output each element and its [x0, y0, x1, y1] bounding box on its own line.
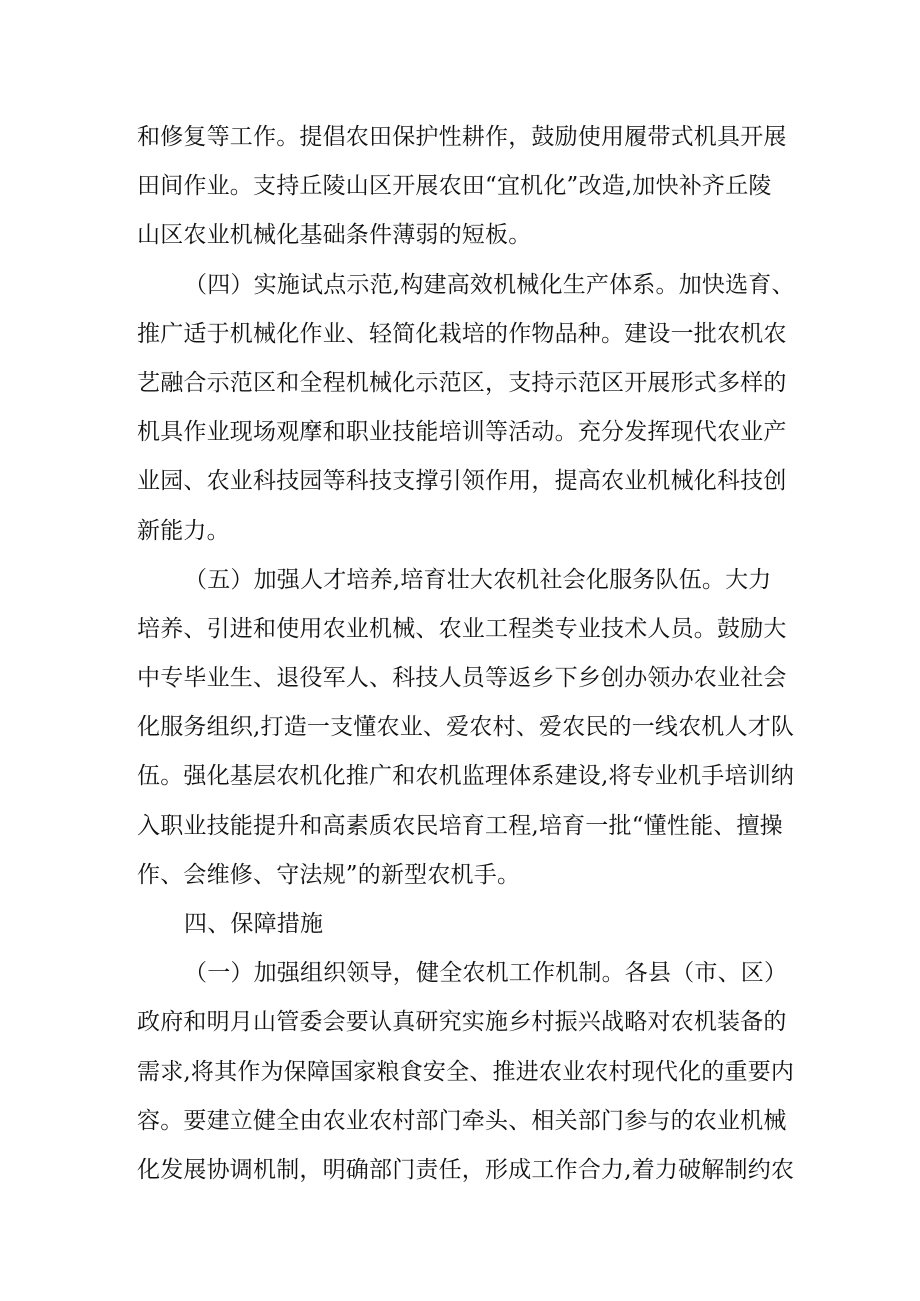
paragraph-start-line: （四）实施试点示范,构建高效机械化生产体系。加快选育、 [184, 271, 795, 298]
text-line: 政府和明月山管委会要认真研究实施乡村振兴战略对农机装备的 [137, 1009, 787, 1036]
text-line: 新能力。 [137, 517, 230, 544]
text-line: 推广适于机械化作业、轻简化栽培的作物品种。建设一批农机农 [137, 320, 787, 347]
body-text [137, 113, 801, 1195]
text-line: 容。要建立健全由农业农村部门牵头、相关部门参与的农业机械 [137, 1107, 787, 1134]
text-line: 伍。强化基层农机化推广和农机监理体系建设,将专业机手培训纳 [137, 763, 795, 790]
section-heading: 四、保障措施 [184, 911, 324, 937]
text-line: 入职业技能提升和高素质农民培育工程,培育一批“懂性能、擅操 [137, 812, 783, 839]
text-line: 机具作业现场观摩和职业技能培训等活动。充分发挥现代农业产 [137, 419, 787, 446]
text-line: 山区农业机械化基础条件薄弱的短板。 [137, 222, 532, 249]
text-line: 业园、农业科技园等科技支撑引领作用，提高农业机械化科技创 [137, 468, 787, 495]
text-line: 作、会维修、守法规”的新型农机手。 [137, 861, 521, 888]
text-line: 培养、引进和使用农业机械、农业工程类专业技术人员。鼓励大 [137, 615, 787, 642]
text-line: 艺融合示范区和全程机械化示范区，支持示范区开展形式多样的 [137, 369, 787, 396]
text-line: 化服务组织,打造一支懂农业、爱农村、爱农民的一线农机人才队 [137, 714, 795, 741]
paragraph-start-line: （五）加强人才培养,培育壮大农机社会化服务队伍。大力 [184, 566, 772, 593]
text-line: 田间作业。支持丘陵山区开展农田“宜机化”改造,加快补齐丘陵 [137, 173, 772, 200]
paragraph-start-line: （一）加强组织领导，健全农机工作机制。各县（市、区） [184, 960, 788, 987]
text-line: 中专毕业生、退役军人、科技人员等返乡下乡创办领办农业社会 [137, 665, 787, 692]
text-line: 需求,将其作为保障国家粮食安全、推进农业农村现代化的重要内 [137, 1058, 795, 1085]
text-line: 和修复等工作。提倡农田保护性耕作，鼓励使用履带式机具开展 [137, 124, 787, 150]
text-line: 化发展协调机制，明确部门责任，形成工作合力,着力破解制约农 [137, 1156, 795, 1183]
